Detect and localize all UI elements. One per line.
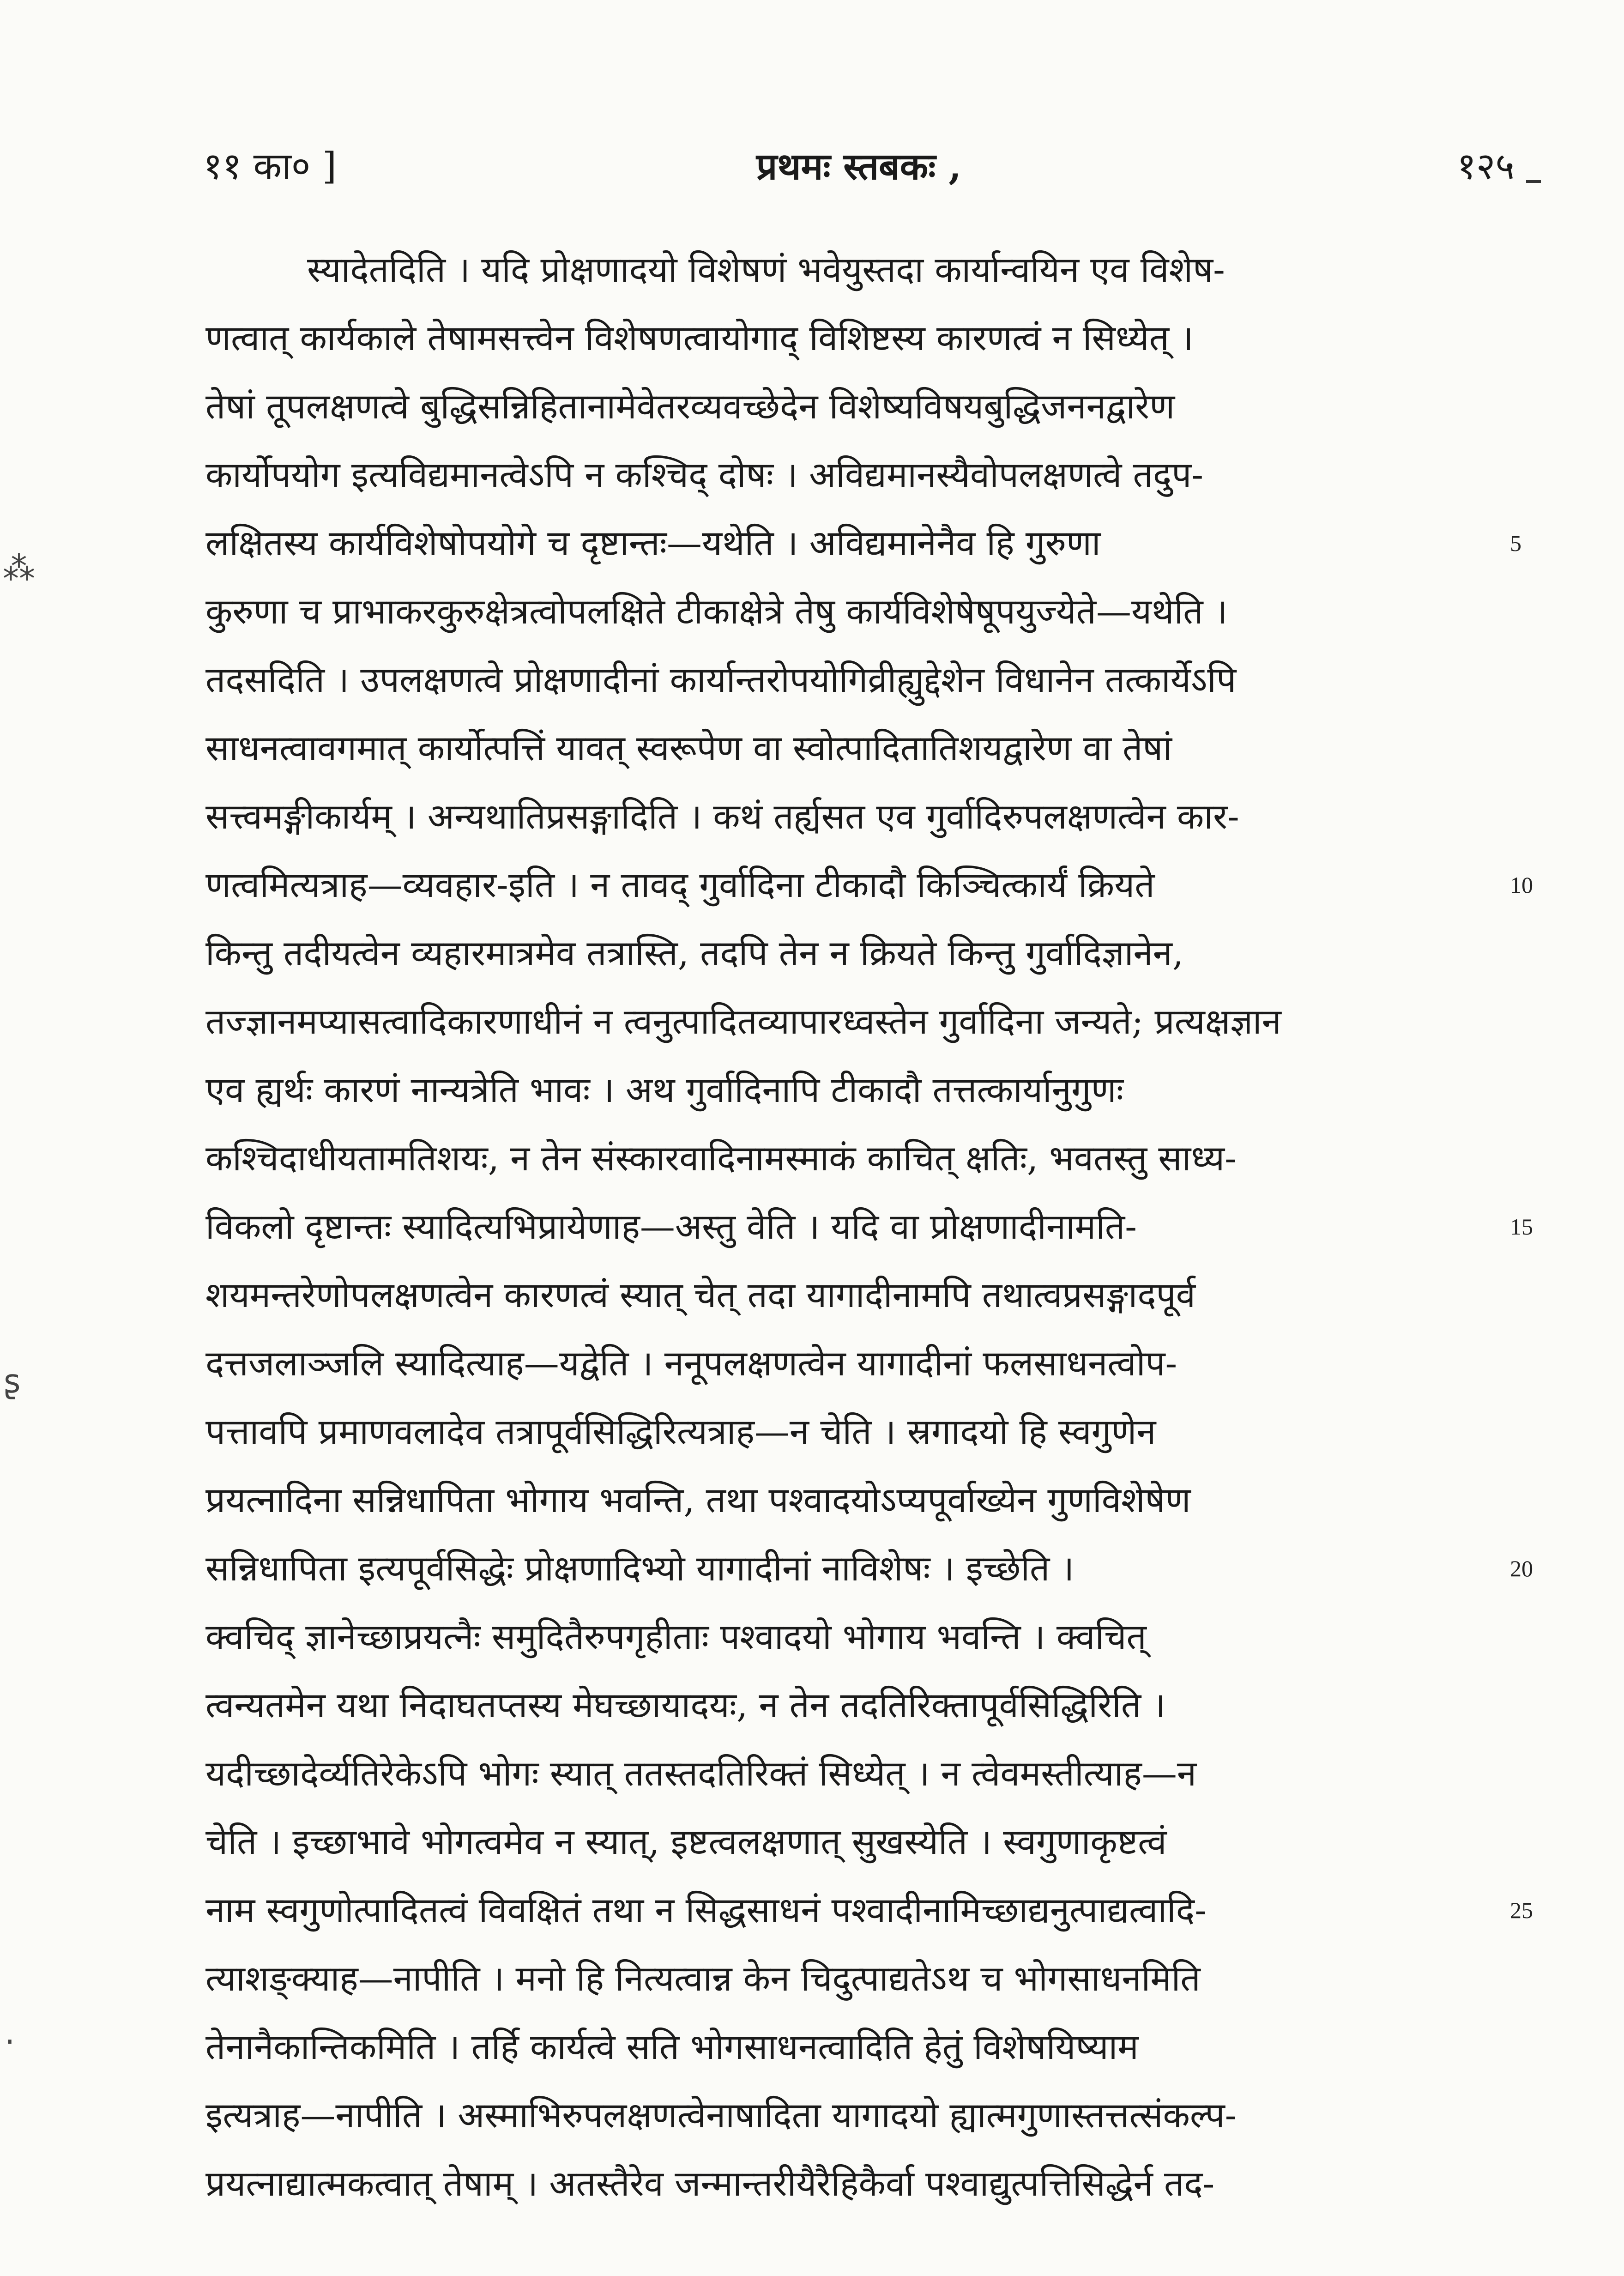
margin-line-number: 10 [1510, 872, 1533, 898]
text-line: इत्यत्राह—नापीति । अस्माभिरुपलक्षणत्वेनाषादिता यागादयो ह्यात्मगुणास्तत्तत्संकल्प- [205, 2094, 1237, 2136]
text-line: सत्त्वमङ्गीकार्यम् । अन्यथातिप्रसङ्गादिति । कथं तर्ह्यसत एव गुर्वादिरुपलक्षणत्वेन कार- [205, 796, 1239, 837]
text-line: चेति । इच्छाभावे भोगत्वमेव न स्यात्, इष्टत्वलक्षणात् सुखस्येति । स्वगुणाकृष्टत्वं [205, 1821, 1167, 1862]
text-line: एव ह्यर्थः कारणं नान्यत्रेति भावः । अथ गुर्वादिनापि टीकादौ तत्तत्कार्यानुगुणः [205, 1069, 1123, 1110]
text-line: कार्योपयोग इत्यविद्यमानत्वेऽपि न कश्चिद् दोषः । अविद्यमानस्यैवोपलक्षणत्वे तदुप- [205, 454, 1204, 495]
text-line: प्रयत्नादिना सन्निधापिता भोगाय भवन्ति, तथा पश्वादयोऽप्यपूर्वाख्येन गुणविशेषेण [205, 1479, 1191, 1520]
header-dash-mark [1526, 180, 1541, 183]
text-line: णत्वमित्यत्राह—व्यवहार-इति । न तावद् गुर्वादिना टीकादौ किञ्चित्कार्यं क्रियते [205, 864, 1155, 905]
text-line: किन्तु तदीयत्वेन व्यहारमात्रमेव तत्रास्ति, तदपि तेन न क्रियते किन्तु गुर्वादिज्ञानेन, [205, 932, 1184, 974]
text-line: णत्वात् कार्यकाले तेषामसत्त्वेन विशेषणत्वायोगाद् विशिष्टस्य कारणत्वं न सिध्येत् । [205, 317, 1194, 358]
text-line: क्वचिद् ज्ञानेच्छाप्रयत्नैः समुदितैरुपगृहीताः पश्वादयो भोगाय भवन्ति । क्वचित् [205, 1616, 1147, 1657]
running-header [203, 139, 1515, 203]
margin-line-number: 15 [1510, 1214, 1533, 1240]
header-page-number: १२५ [1457, 145, 1515, 188]
text-line: त्याशङ्क्याह—नापीति । मनो हि नित्यत्वान्न केन चिदुत्पाद्यतेऽथ च भोगसाधनमिति [205, 1958, 1201, 1999]
text-line: स्यादेतदिति । यदि प्रोक्षणादयो विशेषणं भवेयुस्तदा कार्यान्वयिन एव विशेष- [307, 249, 1225, 290]
commentary-text [205, 236, 1526, 2218]
text-line: कश्चिदाधीयतामतिशयः, न तेन संस्कारवादिनामस्माकं काचित् क्षतिः, भवतस्तु साध्य- [205, 1138, 1237, 1179]
text-line: विकलो दृष्टान्तः स्यादित्यभिप्रायेणाह—अस्तु वेति । यदि वा प्रोक्षणादीनामति- [205, 1206, 1137, 1247]
header-section-ref: ११ का० ] [203, 145, 337, 188]
text-line: शयमन्तरेणोपलक्षणत्वेन कारणत्वं स्यात् चेत् तदा यागादीनामपि तथात्वप्रसङ्गादपूर्व [205, 1274, 1195, 1315]
margin-speck: ⁂ [3, 550, 35, 587]
text-line: कुरुणा च प्राभाकरकुरुक्षेत्रत्वोपलक्षिते टीकाक्षेत्रे तेषु कार्यविशेषेषूपयुज्येते—यथेति । [205, 591, 1228, 632]
text-line: दत्तजलाञ्जलि स्यादित्याह—यद्वेति । ननूपलक्षणत्वेन यागादीनां फलसाधनत्वोप- [205, 1343, 1177, 1384]
text-line: तेषां तूपलक्षणत्वे बुद्धिसन्निहितानामेवेतरव्यवच्छेदेन विशेष्यविषयबुद्धिजननद्वारेण [205, 386, 1175, 427]
margin-speck: ʂ [4, 1362, 21, 1400]
text-line: तेनानैकान्तिकमिति । तर्हि कार्यत्वे सति भोगसाधनत्वादिति हेतुं विशेषयिष्याम [205, 2026, 1139, 2067]
text-line: प्रयत्नाद्यात्मकत्वात् तेषाम् । अतस्तैरेव जन्मान्तरीयैरैहिकैर्वा पश्वाद्युत्पत्तिसिद्धेर्न तद- [205, 2163, 1215, 2204]
header-chapter-title: प्रथमः स्तबकः , [756, 145, 962, 188]
text-line: यदीच्छादेर्व्यतिरेकेऽपि भोगः स्यात् ततस्तदतिरिक्तं सिध्येत् । न त्वेवमस्तीत्याह—न [205, 1753, 1197, 1794]
text-line: नाम स्वगुणोत्पादितत्वं विवक्षितं तथा न सिद्धसाधनं पश्वादीनामिच्छाद्यनुत्पाद्यत्वादि- [205, 1889, 1207, 1931]
text-line: तज्ज्ञानमप्यासत्वादिकारणाधीनं न त्वनुत्पादितव्यापारध्वस्तेन गुर्वादिना जन्यते; प्रत्यक्षज्ञान [205, 1001, 1281, 1042]
margin-line-number: 5 [1510, 530, 1521, 556]
text-line: लक्षितस्य कार्यविशेषोपयोगे च दृष्टान्तः—यथेति । अविद्यमानेनैव हि गुरुणा [205, 522, 1101, 563]
margin-line-number: 25 [1510, 1897, 1533, 1923]
text-line: तदसदिति । उपलक्षणत्वे प्रोक्षणादीनां कार्यान्तरोपयोगिव्रीह्युद्देशेन विधानेन तत्कार्येऽपि [205, 659, 1237, 700]
margin-speck: · [5, 2023, 15, 2061]
text-line: त्वन्यतमेन यथा निदाघतप्तस्य मेघच्छायादयः, न तेन तदतिरिक्तापूर्वसिद्धिरिति । [205, 1684, 1166, 1725]
text-line: पत्तावपि प्रमाणवलादेव तत्रापूर्वसिद्धिरित्यत्राह—न चेति । स्रगादयो हि स्वगुणेन [205, 1411, 1156, 1452]
text-line: साधनत्वावगमात् कार्योत्पत्तिं यावत् स्वरूपेण वा स्वोत्पादितातिशयद्वारेण वा तेषां [205, 727, 1172, 769]
text-line: सन्निधापिता इत्यपूर्वसिद्धेः प्रोक्षणादिभ्यो यागादीनां नाविशेषः । इच्छेति । [205, 1548, 1075, 1589]
margin-line-number: 20 [1510, 1556, 1533, 1581]
